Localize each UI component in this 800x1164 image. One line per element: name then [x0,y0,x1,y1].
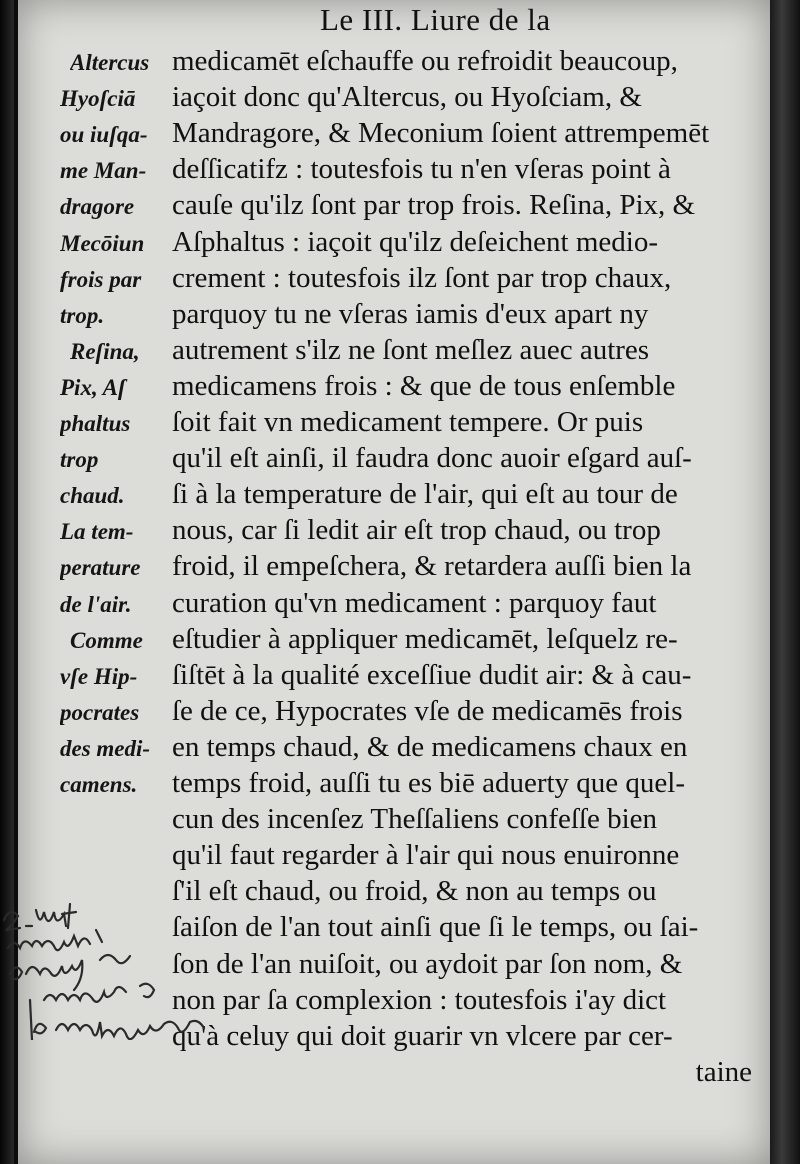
text-line: crement : toutesfois ilz ſont par trop chaux, [172,261,672,294]
margin-note-line: chaud. [60,483,125,509]
text-line: Mandragore, & Meconium ſoient attrempemēt [172,117,710,150]
text-line: cun des incenſez Theſſaliens confeſſe bien [172,803,658,836]
text-line: ſiſtēt à la qualité exceſſiue dudit air: & à cau- [172,658,692,691]
margin-note-line: Mecōiun [60,230,145,256]
margin-note-line: Hyoſciā [60,86,136,112]
text-line: medicamens frois : & que de tous enſemble [172,369,676,402]
text-line: eſtudier à appliquer medicamēt, leſquelz re- [172,622,678,655]
margin-note-line: Pix, Aſ [60,374,126,400]
margin-note-line: pocrates [60,699,140,725]
text-line: medicamēt eſchauffe ou refroidit beaucoup, [172,45,678,77]
text-line: qu'il faut regarder à l'air qui nous enuironne [172,839,680,872]
text-line: parquoy tu ne vſeras iamis d'eux apart ny [172,297,649,330]
margin-note-line: trop. [60,302,105,328]
margin-note-line: Comme [70,627,143,653]
text-line: temps froid, auſſi tu es biē aduerty que quel- [172,767,685,799]
text-line: deſſicatifz : toutesfois tu n'en vſeras point à [172,153,671,186]
margin-note-line: me Man- [60,158,147,184]
text-line: ſi à la temperature de l'air, qui eſt au tour de [172,478,678,511]
margin-note-line: perature [60,555,141,581]
text-line: ſe de ce, Hypocrates vſe de medicamēs frois [172,694,683,727]
text-line: non par ſa complexion : toutesfois i'ay dict [172,983,667,1016]
text-line: froid, il empeſchera, & retardera auſſi bien la [172,550,692,583]
text-line: en temps chaud, & de medicamens chaux en [172,730,688,763]
show-through-text [40,805,160,885]
margin-note-line: ou iuſqa- [60,122,148,148]
running-header: Le III. Liure de la [320,2,551,37]
margin-note-line: des medi- [60,735,151,761]
text-line: Aſphaltus : iaçoit qu'ilz deſeichent medio- [172,225,659,258]
margin-note-line: dragore [60,194,135,220]
margin-note-line: de l'air. [60,591,132,617]
margin-note-line: Reſina, [70,338,140,364]
margin-note-line: phaltus [60,411,131,436]
text-line: qu'à celuy qui doit guarir vn vlcere par cer- [172,1019,673,1052]
text-line: cauſe qu'ilz ſont par trop frois. Reſina, Pix, & [172,189,696,222]
text-line: autrement s'ilz ne ſont meſlez auec autres [172,333,650,366]
margin-note-line: La tem- [60,519,134,545]
text-line: ſaiſon de l'an tout ainſi que ſi le temps, ou ſai- [172,911,699,944]
text-line: iaçoit donc qu'Altercus, ou Hyoſciam, & [172,81,642,114]
margin-note-line: camens. [60,772,138,797]
text-line: ſoit fait vn medicament tempere. Or puis [172,406,644,438]
text-line: ſon de l'an nuiſoit, ou aydoit par ſon nom, & [172,947,683,980]
text-line: ſ'il eſt chaud, ou froid, & non au temps ou [172,875,657,908]
text-line: curation qu'vn medicament : parquoy faut [172,586,657,619]
margin-note-line: frois par [60,266,142,292]
margin-note-line: Altercus [70,50,150,75]
margin-note-line: vſe Hip- [60,663,138,689]
page-edge-shadow [770,0,800,1164]
text-line: taine [695,1055,752,1088]
margin-note-line: trop [60,447,99,473]
handwritten-annotation [0,890,300,1040]
text-line: nous, car ſi ledit air eſt trop chaud, ou trop [172,514,661,547]
text-line: qu'il eſt ainſi, il faudra donc auoir eſgard auſ- [172,442,692,475]
